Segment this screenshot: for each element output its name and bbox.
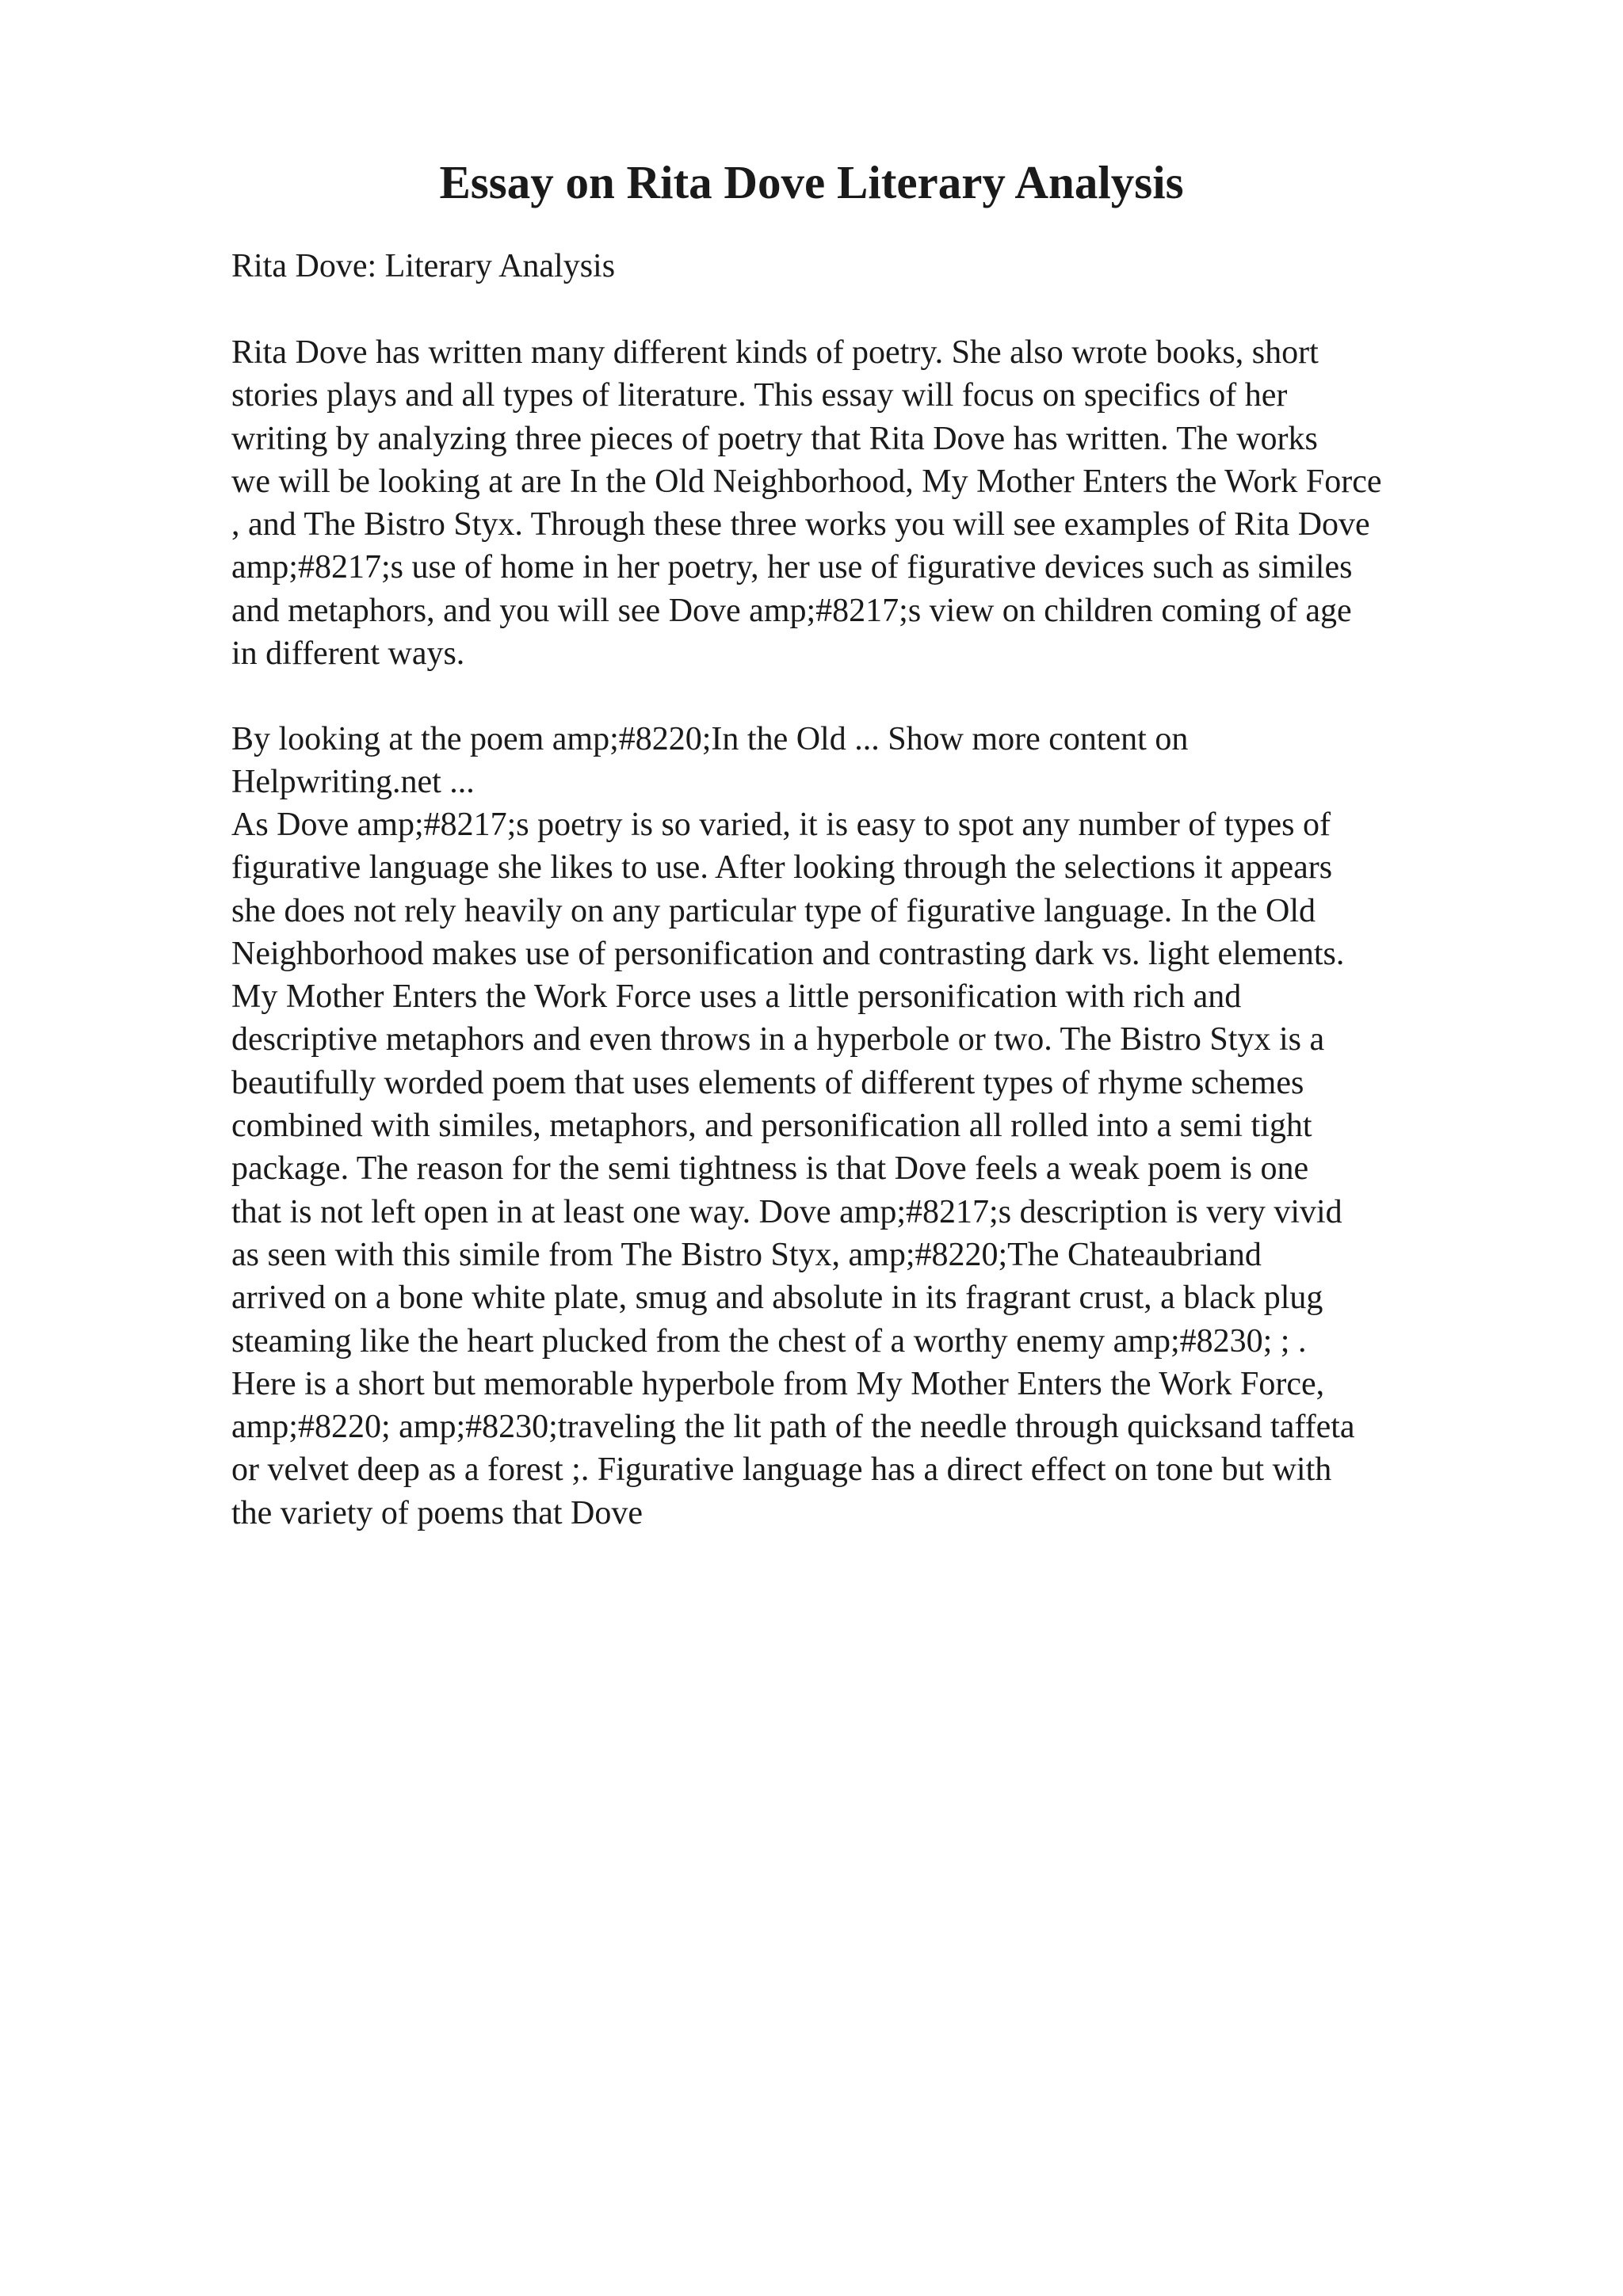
text-line: descriptive metaphors and even throws in a hyperbole or two. The Bistro Styx is a <box>231 1021 1325 1058</box>
paragraph-preview <box>231 718 1188 804</box>
text-line: we will be looking at are In the Old Neighborhood, My Mother Enters the Work Force <box>231 463 1382 500</box>
text-line: or velvet deep as a forest ;. Figurative language has a direct effect on tone but with <box>231 1451 1332 1489</box>
document-subtitle: Rita Dove: Literary Analysis <box>231 248 616 284</box>
text-line: As Dove amp;#8217;s poetry is so varied, it is easy to spot any number of types of <box>231 807 1331 843</box>
text-line: package. The reason for the semi tightness is that Dove feels a weak poem is one <box>231 1150 1309 1188</box>
text-line: Helpwriting.net ... <box>231 764 475 801</box>
text-line: steaming like the heart plucked from the chest of a worthy enemy amp;#8230; ; . <box>231 1322 1307 1360</box>
text-line: she does not rely heavily on any particular type of figurative language. In the Old <box>231 892 1316 929</box>
text-line: and metaphors, and you will see Dove amp;#8217;s view on children coming of age <box>231 592 1352 629</box>
text-line: the variety of poems that Dove <box>231 1494 643 1531</box>
text-line: Rita Dove has written many different kinds of poetry. She also wrote books, short <box>231 334 1319 371</box>
text-line: combined with similes, metaphors, and personification all rolled into a semi tight <box>231 1108 1312 1145</box>
document-title: Essay on Rita Dove Literary Analysis <box>439 156 1184 208</box>
text-line: as seen with this simile from The Bistro Styx, amp;#8220;The Chateaubriand <box>231 1236 1262 1273</box>
text-line: stories plays and all types of literature. This essay will focus on specifics of her <box>231 377 1288 414</box>
text-line: amp;#8220; amp;#8230;traveling the lit path of the needle through quicksand taffeta <box>231 1409 1355 1446</box>
text-line: beautifully worded poem that uses elements of different types of rhyme schemes <box>231 1064 1304 1101</box>
text-line: in different ways. <box>231 635 465 673</box>
paragraph-figurative-language <box>231 803 1355 1535</box>
text-line: writing by analyzing three pieces of poetry that Rita Dove has written. The works <box>231 420 1318 457</box>
text-line: , and The Bistro Styx. Through these three works you will see examples of Rita Dove <box>231 506 1370 543</box>
text-line: Here is a short but memorable hyperbole from My Mother Enters the Work Force, <box>231 1365 1325 1402</box>
text-line: that is not left open in at least one way. Dove amp;#8217;s description is very vivid <box>231 1193 1342 1230</box>
text-line: figurative language she likes to use. After looking through the selections it appears <box>231 849 1333 887</box>
text-line: amp;#8217;s use of home in her poetry, her use of figurative devices such as similes <box>231 549 1353 586</box>
paragraph-intro <box>231 331 1382 675</box>
text-line: Neighborhood makes use of personification and contrasting dark vs. light elements. <box>231 935 1345 972</box>
text-line: arrived on a bone white plate, smug and absolute in its fragrant crust, a black plug <box>231 1280 1323 1317</box>
text-line: By looking at the poem amp;#8220;In the Old ... Show more content on <box>231 721 1189 757</box>
text-line: My Mother Enters the Work Force uses a little personification with rich and <box>231 978 1242 1016</box>
